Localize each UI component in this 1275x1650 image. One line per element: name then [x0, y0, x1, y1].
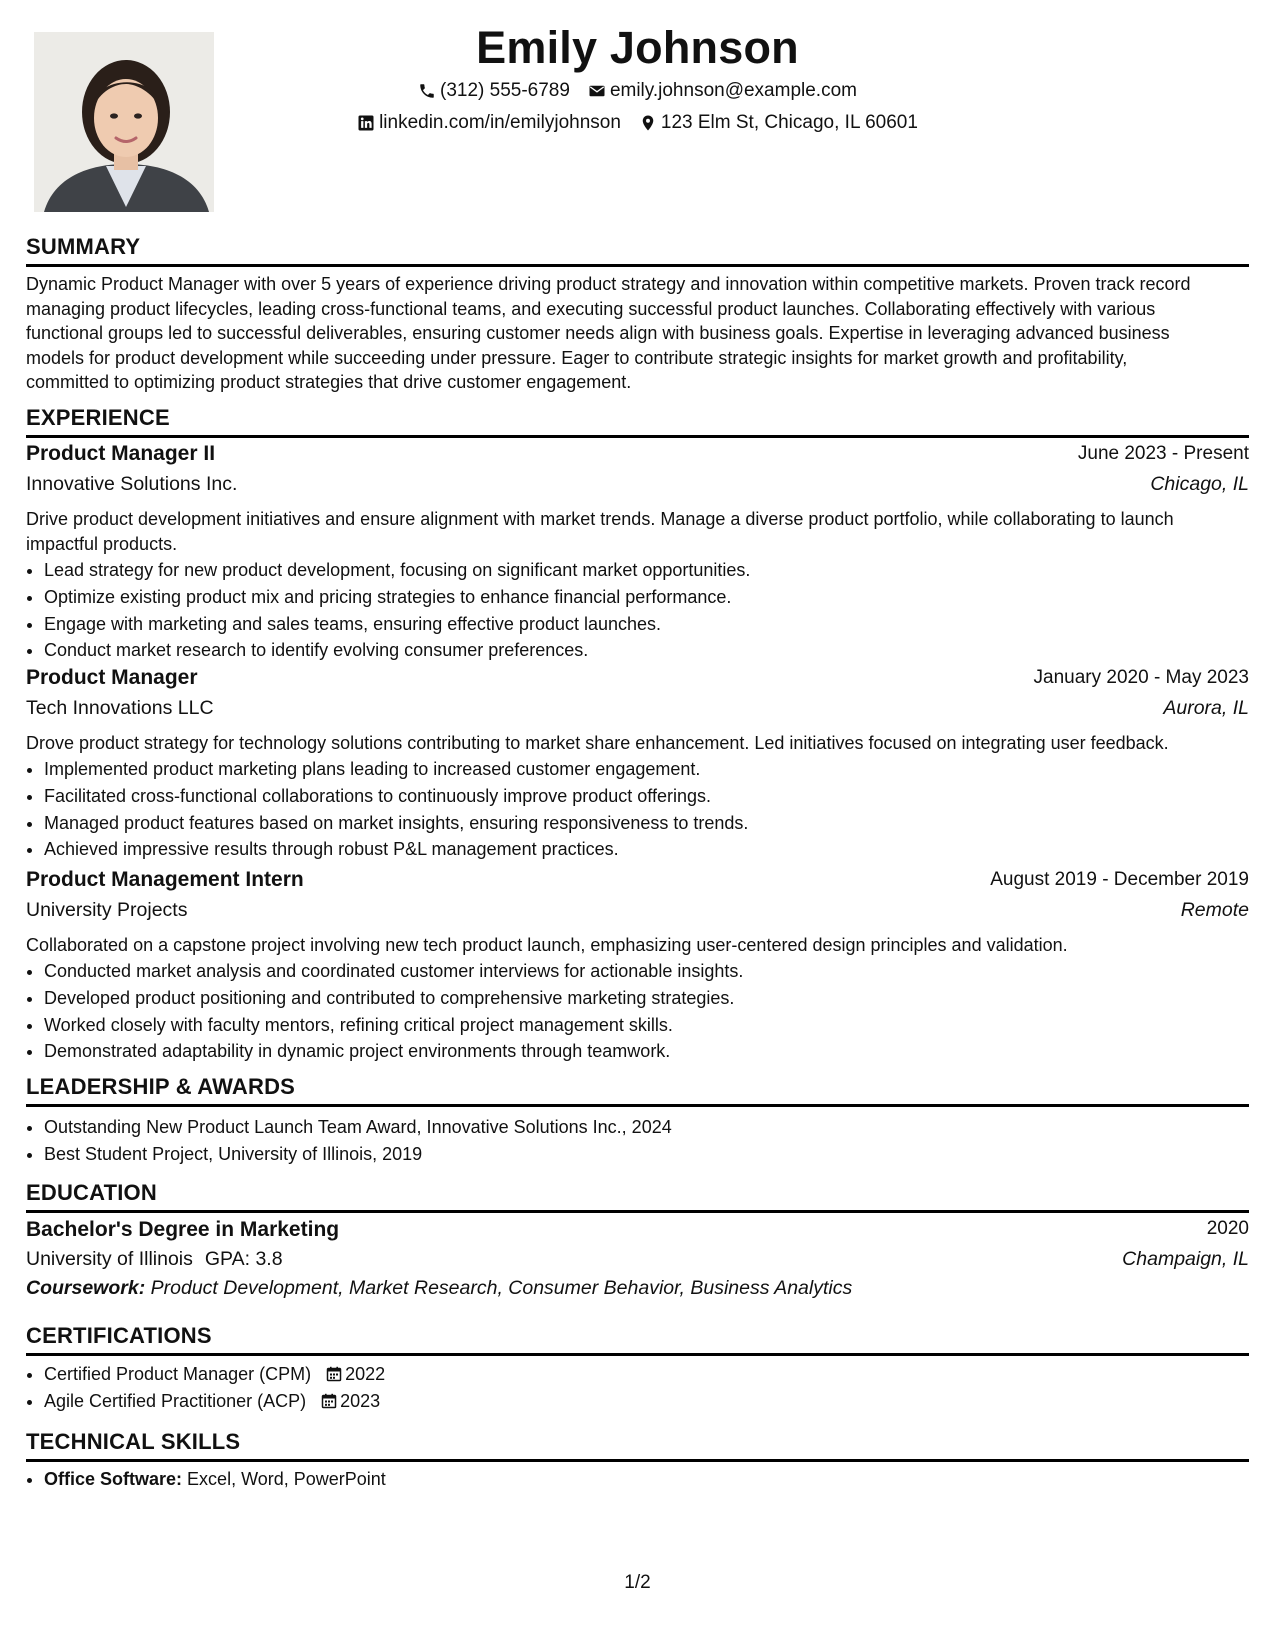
job-description-line: Drove product strategy for technology solutions contributing to market share enhancement. Led initiatives focused on integrating user feedback. [26, 733, 1169, 753]
linkedin-text: linkedin.com/in/emilyjohnson [379, 112, 621, 133]
list-item: • Developed product positioning and contributed to comprehensive marketing strategies. [44, 985, 1267, 1012]
job-location: Remote [1180, 899, 1249, 921]
contact-row-2 [26, 112, 1249, 134]
envelope-icon [588, 82, 606, 100]
gpa: GPA: 3.8 [204, 1248, 283, 1270]
job-description [26, 933, 1249, 958]
email-text: emily.johnson@example.com [609, 80, 857, 101]
list-item: • Engage with marketing and sales teams, ensuring effective product launches. [44, 611, 1267, 638]
list-item: • Worked closely with faculty mentors, refining critical project management skills. [44, 1012, 1267, 1039]
skills-list [26, 1466, 1267, 1493]
graduation-year: 2020 [1206, 1218, 1249, 1239]
skill-label: Office Software: [44, 1469, 183, 1489]
summary-line: managing product lifecycles, leading cross-functional teams, and executing successful product launches. Collaborating effectively with various [26, 298, 1156, 319]
job-location: Chicago, IL [1150, 473, 1249, 495]
job-dates: August 2019 - December 2019 [990, 869, 1249, 890]
leadership-heading: LEADERSHIP & AWARDS [26, 1074, 1249, 1107]
list-item: • Conducted market analysis and coordinated customer interviews for actionable insights. [44, 958, 1267, 985]
certifications-heading: CERTIFICATIONS [26, 1323, 1249, 1356]
summary-line: functional groups led to successful deliverables, ensuring customer needs align with business goals. Expertise in leveraging advanced business [26, 323, 1170, 344]
job-description [26, 507, 1249, 556]
linkedin-contact[interactable] [357, 112, 621, 134]
list-item: • Lead strategy for new product development, focusing on significant market opportunities. [44, 557, 1267, 584]
phone-icon [418, 82, 436, 100]
summary-line: Dynamic Product Manager with over 5 years of experience driving product strategy and innovation within competitive markets. Proven track record [26, 274, 1191, 294]
job-description-line: Drive product development initiatives and ensure alignment with market trends. Manage a diverse product portfolio, while collaborating to launch [26, 509, 1174, 529]
list-item [44, 1388, 1267, 1415]
address-contact [639, 112, 918, 134]
job-company: Tech Innovations LLC [26, 697, 214, 719]
skills-heading: TECHNICAL SKILLS [26, 1429, 1249, 1462]
summary-heading: SUMMARY [26, 234, 1249, 267]
education-heading: EDUCATION [26, 1180, 1249, 1213]
resume-page [26, 0, 1249, 1650]
job-company: Innovative Solutions Inc. [26, 473, 238, 495]
list-item: • Outstanding New Product Launch Team Award, Innovative Solutions Inc., 2024 [44, 1114, 1267, 1141]
job-description-line: Collaborated on a capstone project involving new tech product launch, emphasizing user-centered design principles and validation. [26, 935, 1068, 955]
job-bullets [26, 557, 1267, 664]
candidate-name: Emily Johnson [476, 22, 799, 73]
list-item: • Demonstrated adaptability in dynamic project environments through teamwork. [44, 1038, 1267, 1065]
job-title: Product Manager [26, 666, 198, 689]
coursework [26, 1277, 852, 1300]
job-description-line: impactful products. [26, 533, 178, 554]
email-contact[interactable] [588, 80, 857, 102]
linkedin-icon [357, 114, 375, 132]
calendar-icon [321, 1393, 337, 1409]
experience-heading: EXPERIENCE [26, 405, 1249, 438]
awards-list [26, 1114, 1267, 1168]
certification-year: 2022 [345, 1364, 386, 1384]
job-dates: January 2020 - May 2023 [1033, 667, 1249, 688]
school-line [26, 1248, 283, 1271]
certification-name: Certified Product Manager (CPM) [44, 1364, 312, 1384]
job-bullets [26, 756, 1267, 863]
job-company: University Projects [26, 899, 188, 921]
certification-name: Agile Certified Practitioner (ACP) [44, 1390, 307, 1411]
list-item: • Optimize existing product mix and pricing strategies to enhance financial performance. [44, 584, 1267, 611]
summary-text [26, 272, 1249, 395]
list-item: • Conduct market research to identify evolving consumer preferences. [44, 637, 1267, 664]
coursework-label: Coursework: [26, 1277, 146, 1299]
coursework-list: Product Development, Market Research, Consumer Behavior, Business Analytics [150, 1277, 853, 1299]
job-bullets [26, 958, 1267, 1065]
list-item: • Managed product features based on market insights, ensuring responsiveness to trends. [44, 810, 1267, 837]
list-item: • Achieved impressive results through robust P&L management practices. [44, 836, 1267, 863]
certifications-list [26, 1361, 1267, 1415]
list-item: • Best Student Project, University of Illinois, 2019 [44, 1141, 1267, 1168]
list-item [44, 1466, 1267, 1493]
skill-value: Excel, Word, PowerPoint [187, 1469, 386, 1489]
calendar-icon [326, 1366, 342, 1382]
contact-row-1 [26, 80, 1249, 102]
summary-line: models for product development while succeeding under pressure. Eager to contribute strategic insights for market growth and profitability, [26, 347, 1128, 368]
job-title: Product Management Intern [26, 868, 304, 891]
school-location: Champaign, IL [1122, 1248, 1249, 1270]
job-description [26, 731, 1249, 756]
certification-year: 2023 [340, 1390, 381, 1411]
school-name: University of Illinois [26, 1248, 193, 1270]
page-number: 1/2 [624, 1572, 651, 1593]
degree-title: Bachelor's Degree in Marketing [26, 1218, 340, 1241]
phone-contact[interactable] [418, 80, 570, 102]
phone-text: (312) 555-6789 [440, 80, 570, 101]
map-pin-icon [639, 114, 657, 132]
address-text: 123 Elm St, Chicago, IL 60601 [660, 112, 918, 133]
list-item: • Facilitated cross-functional collaborations to continuously improve product offerings. [44, 783, 1267, 810]
summary-line: committed to optimizing product strategies that drive customer engagement. [26, 372, 632, 393]
job-dates: June 2023 - Present [1077, 443, 1249, 464]
list-item: • Implemented product marketing plans leading to increased customer engagement. [44, 756, 1267, 783]
job-location: Aurora, IL [1163, 697, 1249, 719]
list-item [44, 1361, 1267, 1388]
job-title: Product Manager II [26, 442, 216, 465]
